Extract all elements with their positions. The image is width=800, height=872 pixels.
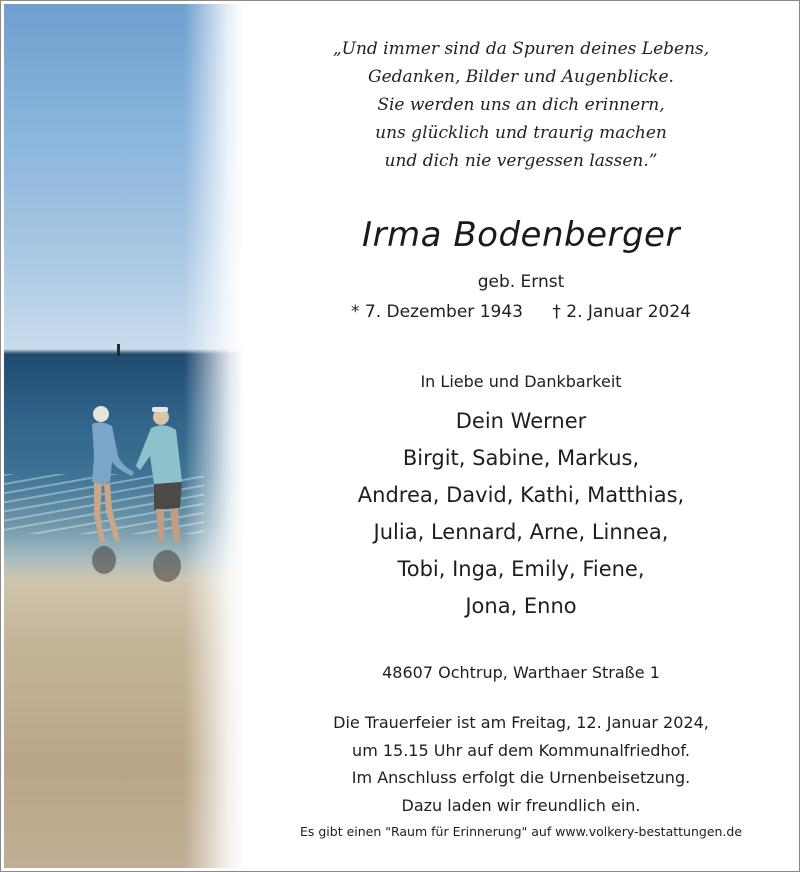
beach-couple-photo: [4, 4, 244, 868]
mourners-intro: In Liebe und Dankbarkeit: [420, 372, 622, 391]
reflection: [92, 546, 116, 574]
mourners-line: Julia, Lennard, Arne, Linnea,: [373, 520, 669, 544]
mourners-line: Tobi, Inga, Emily, Fiene,: [397, 557, 645, 581]
mourners-line: Andrea, David, Kathi, Matthias,: [357, 483, 685, 507]
mourners-line: Dein Werner: [455, 409, 587, 433]
service-line: Im Anschluss erfolgt die Urnenbeisetzung.: [351, 768, 691, 787]
memorial-quote: [251, 35, 791, 175]
service-line: um 15.15 Uhr auf dem Kommunalfriedhof.: [352, 740, 690, 760]
woman-figure: [92, 406, 134, 542]
memorial-website-note: Es gibt einen "Raum für Erinnerung" auf www.volkery-bestattungen.de: [299, 824, 743, 839]
quote-line: „Und immer sind da Spuren deines Lebens,: [332, 39, 710, 59]
service-line: Dazu laden wir freundlich ein.: [401, 795, 641, 815]
mourners-line: Jona, Enno: [465, 594, 577, 618]
deceased-name: Irma Bodenberger: [362, 215, 680, 255]
mourners-line: Birgit, Sabine, Markus,: [402, 446, 640, 470]
birth-date: * 7. Dezember 1943: [351, 302, 523, 322]
death-date: † 2. Januar 2024: [552, 302, 691, 322]
life-dates: [251, 302, 791, 322]
mourners-list: [251, 403, 791, 625]
buoy: [117, 344, 120, 356]
photo-fade-edge: [184, 4, 244, 868]
service-info: [251, 709, 791, 819]
quote-line: Sie werden uns an dich erinnern,: [377, 95, 665, 115]
quote-line: uns glücklich und traurig machen: [375, 123, 667, 143]
birth-name: geb. Ernst: [477, 272, 565, 292]
family-address: 48607 Ochtrup, Warthaer Straße 1: [382, 663, 660, 682]
man-figure: [136, 407, 182, 542]
quote-line: und dich nie vergessen lassen.”: [384, 151, 658, 171]
reflection: [153, 550, 181, 582]
service-line: Die Trauerfeier ist am Freitag, 12. Januar 2024,: [333, 713, 709, 732]
quote-line: Gedanken, Bilder und Augenblicke.: [368, 67, 674, 87]
